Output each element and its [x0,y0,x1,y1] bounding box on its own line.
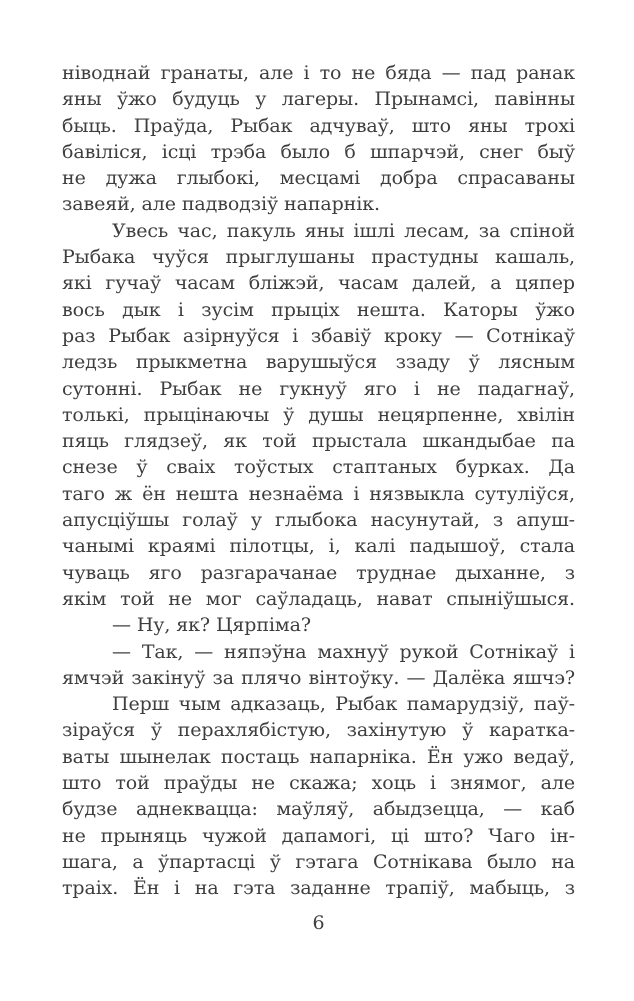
paragraph [62,612,575,638]
text-line: траіх. Ён і на гэта заданне трапіў, мабыць, з [62,877,575,900]
text-line: — Ну, як? Цярпіма? [112,614,311,637]
text-line: будзе аднеквацца: маўляў, абыдзецца, — каб [62,798,575,821]
text-line: таго ж ён нешта незнаёма і нязвыкла сутуліўся, [62,482,575,505]
paragraph [62,639,575,692]
text-line: апусціўшы голаў у глыбока насунутай, з апуш- [62,509,575,532]
paragraph [62,60,575,218]
text-line: не прыняць чужой дапамогі, ці што? Чаго ін- [62,824,575,847]
text-line: Рыбака чуўся прыглушаны прастудны кашаль, [62,246,575,269]
text-line: — Так, — няпэўна махнуў рукой Сотнікаў і [112,640,575,663]
text-line: ледзь прыкметна варушыўся ззаду ў лясным [62,351,575,374]
text-line: шага, а ўпартасці ў гэтага Сотнікава было на [62,850,575,873]
text-line: Увесь час, пакуль яны ішлі лесам, за спіной [112,219,575,242]
text-line: што той праўды не скажа; хоць і знямог, але [62,772,575,795]
text-line: якім той не мог саўладаць, нават спыніўшыся. [62,587,575,610]
text-line: сутонні. Рыбак не гукнуў яго і не падагнаў, [62,377,575,400]
text-line: зіраўся ў перахлябістую, захінутую ў каратка- [62,719,575,742]
text-line: ніводнай гранаты, але і то не бяда — пад ранак [62,62,575,84]
text-line: Перш чым адказаць, Рыбак памарудзіў, паў- [112,693,575,716]
text-line: які гучаў часам бліжэй, часам далей, а цяпер [62,272,575,295]
paragraph [62,218,575,612]
text-line: бавіліся, ісці трэба было б шпарчэй, снег быў [62,140,575,163]
text-line: вось дык і зусім прыціх нешта. Каторы ўжо [62,298,575,321]
text-block [62,60,575,902]
text-line: яны ўжо будуць у лагеры. Прынамсі, павінны [62,88,575,111]
text-line: снезе ў сваіх тоўстых стаптаных бурках. Да [62,456,575,479]
paragraph [62,691,575,901]
text-line: не дужа глыбокі, месцамі добра спрасаваны [62,167,575,190]
text-line: чанымі краямі пілотцы, і, калі падышоў, стала [62,535,575,558]
text-line: чуваць яго разгарачанае труднае дыханне, з [62,561,575,584]
text-line: ваты шынелак постаць напарніка. Ён ужо ведаў, [62,745,575,768]
text-line: ямчэй закінуў за плячо вінтоўку. — Далёка яшчэ? [62,666,575,689]
text-line: быць. Праўда, Рыбак адчуваў, што яны трохі [62,114,575,137]
page-number: 6 [312,912,325,934]
text-line: пяць глядзеў, як той прыстала шкандыбае па [62,430,575,453]
text-line: завеяй, але падводзіў напарнік. [62,193,380,216]
text-line: толькі, прыцінаючы ў душы нецярпенне, хвілін [62,403,575,426]
text-line: раз Рыбак азірнуўся і збавіў кроку — Сотнікаў [62,324,575,347]
